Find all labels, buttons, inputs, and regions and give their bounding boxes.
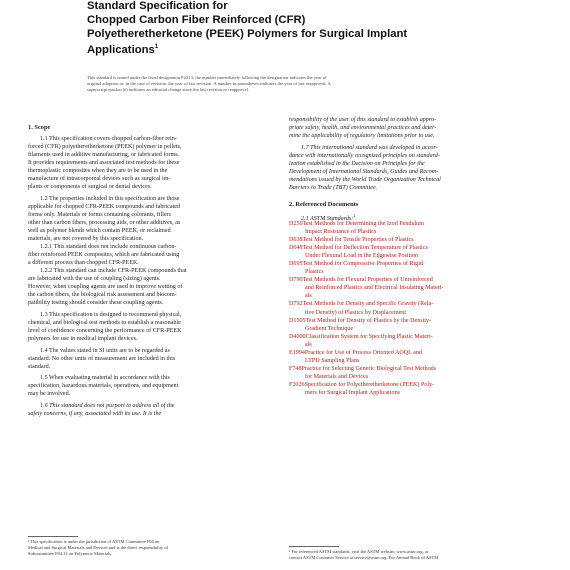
text-line: standard. xyxy=(28,363,51,370)
text-line: applicable for chopped CFR-PEEK compounds and fabricated xyxy=(28,203,180,210)
reference-item[interactable] xyxy=(289,276,544,284)
reference-title-link[interactable]: Test Method for Deflection Temperature of Plastics xyxy=(302,245,428,252)
reference-code-link[interactable]: D638 xyxy=(289,237,303,244)
footnote-1 xyxy=(28,539,284,556)
text-line: thermoplastic composites when they are to be used in the xyxy=(28,168,168,175)
reference-title-continuation[interactable]: Gradient Technique xyxy=(305,325,354,332)
text-line: fiber reinforced PEEK composites, which are fabricated using xyxy=(28,252,180,259)
text-line: the carbon fibers, the biological risk assessment and biocom- xyxy=(28,292,177,299)
footnote-2 xyxy=(289,549,544,561)
reference-item[interactable] xyxy=(289,365,544,373)
text-line: level of confidence concerning the performance of CFR-PEEK xyxy=(28,328,182,335)
text-line: However, when coupling agents are used to improve wetting of xyxy=(28,284,183,291)
section-heading-scope: 1. Scope xyxy=(28,124,51,131)
reference-title-link[interactable]: Test Method for Density of Plastics by the Density- xyxy=(305,317,432,324)
reference-item[interactable] xyxy=(289,317,544,325)
text-line: responsibility of the user of this standard to establish appro- xyxy=(289,117,437,123)
reference-title-link[interactable]: Specification for Polyetheretherketone (PEEK) Poly- xyxy=(304,381,435,388)
text-line: may be involved. xyxy=(28,391,71,398)
reference-title-continuation[interactable]: Plastics xyxy=(305,269,324,276)
reference-item[interactable] xyxy=(289,220,544,228)
section-heading-referenced-documents: 2. Referenced Documents xyxy=(289,200,359,208)
reference-title-link[interactable]: Test Method for Tensile Properties of Plastics xyxy=(302,237,414,244)
right-column xyxy=(289,116,544,397)
text-line: other than carbon fibers, processing aids, or other additives, as xyxy=(28,220,181,227)
reference-title-link[interactable]: Test Methods for Flexural Properties of Unreinforced xyxy=(302,277,433,284)
text-line: chemical, and biological test methods to establish a reasonable xyxy=(28,320,181,327)
note-line: original adoption or, in the case of revision, the year of last revision. A number in parentheses indicates the year of last reapproval. A xyxy=(87,81,331,86)
text-line: 1.3 This specification is designed to recommend physical, xyxy=(40,312,182,319)
text-line: forced (CFR) polyetheretherketone (PEEK) polymer in pellets, xyxy=(28,144,182,151)
title-line: Standard Specification for xyxy=(87,0,228,12)
reference-item[interactable] xyxy=(289,349,544,357)
text-line: mendations issued by the World Trade Organization Technical xyxy=(289,176,441,183)
reference-code-link[interactable]: F748 xyxy=(289,365,302,372)
text-line: materials, are not covered by this specification. xyxy=(28,236,144,243)
footnote-rule xyxy=(289,546,339,547)
designation-note xyxy=(87,75,487,93)
astm-standards-subheading xyxy=(289,212,544,220)
text-line: ization established in the Decision on Principles for the xyxy=(289,160,425,167)
reference-title-continuation[interactable]: LTPD Sampling Plans xyxy=(305,357,360,364)
reference-item[interactable] xyxy=(289,300,544,308)
footnote-rule xyxy=(28,536,78,537)
text-line: Development of International Standards, Guides and Recom- xyxy=(289,168,439,175)
text-line: manufacture of intracorporeal devices such as surgical im- xyxy=(28,176,171,183)
reference-title-link[interactable]: Practice for Selecting Generic Biological Test Methods xyxy=(301,365,437,372)
text-line: filaments used in additive manufacturing, or fabricated forms. xyxy=(28,152,180,159)
reference-code-link[interactable]: F2026 xyxy=(289,381,305,388)
text-line: Barriers to Trade (TBT) Committee. xyxy=(289,184,378,191)
text-line: forms only. Materials or forms containing colorants, fillers xyxy=(28,211,171,218)
text-line: safety concerns, if any, associated with its use. It is the xyxy=(28,411,162,418)
reference-title-continuation[interactable]: als xyxy=(305,293,312,300)
reference-title-continuation[interactable]: mers for Surgical Implant Applications xyxy=(305,390,401,396)
text-line: It provides requirements and associated test methods for these xyxy=(28,160,180,167)
text-line: polymers for use in medical implant devices. xyxy=(28,336,138,343)
reference-code-link[interactable]: D790 xyxy=(289,277,303,284)
text-line: 1.2 The properties included in this specification are those xyxy=(40,195,180,202)
left-column xyxy=(28,122,284,418)
reference-title-link[interactable]: Test Method for Compressive Properties of Rigid xyxy=(302,261,423,268)
paragraph-1-1 xyxy=(28,135,284,191)
text-line: plants or components of surgical or dental devices. xyxy=(28,184,152,191)
text-line: a different process than chopped CFR-PEEK. xyxy=(28,260,139,267)
title-line-text: Applications xyxy=(87,44,155,57)
text-line: standard. No other units of measurement are included in this xyxy=(28,355,176,362)
text-line: 1.2.1 This standard does not include continuous carbon- xyxy=(40,244,177,251)
text-line: specification, hazardous materials, operations, and equipment xyxy=(28,383,179,390)
reference-code-link[interactable]: D695 xyxy=(289,261,303,268)
document-title xyxy=(87,0,487,58)
reference-title-link[interactable]: Practice for Use of Process Oriented AOQL and xyxy=(304,349,422,356)
note-line: superscript epsilon (ε) indicates an editorial change since the last revision or reapproval. xyxy=(87,87,250,92)
paragraph-1-7 xyxy=(289,144,544,192)
reference-item[interactable] xyxy=(289,260,544,268)
reference-title-continuation[interactable]: Impact Resistance of Plastics xyxy=(305,229,377,236)
text-line: 1.4 The values stated in SI units are to be regarded as xyxy=(40,347,170,354)
astm-standards-label: 2.1 ASTM Standards: xyxy=(301,216,354,222)
reference-item[interactable] xyxy=(289,244,544,252)
reference-title-continuation[interactable]: als xyxy=(305,341,312,348)
text-line: 1.1 This specification covers chopped carbon-fiber rein- xyxy=(40,136,177,143)
footnote-line: Subcommittee F04.11 on Polymeric Materials. xyxy=(28,550,113,556)
text-line: mine the applicability of regulatory limitations prior to use. xyxy=(289,133,435,140)
paragraph-1-2-2 xyxy=(28,267,284,307)
reference-title-continuation[interactable]: Under Flexural Load in the Edgewise Position xyxy=(305,253,419,260)
paragraph-1-4 xyxy=(28,347,284,371)
note-line: This standard is issued under the fixed designation F2313; the number immediately following the designation indicates the year of xyxy=(87,75,327,80)
paragraph-1-2 xyxy=(28,195,284,243)
reference-title-continuation[interactable]: and Reinforced Plastics and Electrical Insulating Materi- xyxy=(305,285,444,292)
text-line: patibility testing should consider these coupling agents. xyxy=(28,300,164,307)
footnote-line: ² For referenced ASTM standards, visit the ASTM website, www.astm.org, or xyxy=(289,549,429,554)
footnote-line: ¹ This specification is under the jurisdiction of ASTM Committee F04 on xyxy=(28,539,160,544)
paragraph-1-2-1 xyxy=(28,243,284,267)
reference-code-link[interactable]: D1505 xyxy=(289,317,306,324)
text-line: dance with internationally recognized principles on standard- xyxy=(289,152,440,159)
reference-title-continuation[interactable]: for Materials and Devices xyxy=(305,373,369,380)
paragraph-1-6 xyxy=(28,402,284,418)
text-line: 1.7 This international standard was developed in accor- xyxy=(301,144,438,151)
paragraph-1-6-continued xyxy=(289,116,544,140)
footnote-line: Medical and Surgical Materials and Devices and is the direct responsibility of xyxy=(28,544,169,550)
paragraph-1-3 xyxy=(28,311,284,343)
title-line: Polyetheretherketone (PEEK) Polymers for Surgical Implant xyxy=(87,27,408,40)
reference-code-link[interactable]: D792 xyxy=(289,301,303,308)
title-footnote-mark: 1 xyxy=(154,44,159,51)
reference-title-link[interactable]: Test Methods for Determining the Izod Pendulum xyxy=(302,221,424,228)
paragraph-1-5 xyxy=(28,374,284,398)
reference-title-continuation[interactable]: tive Density) of Plastics by Displacement xyxy=(305,309,407,316)
reference-title-link[interactable]: Classification System for Specifying Plastic Materi- xyxy=(305,333,433,340)
text-line: priate safety, health, and environmental practices and deter- xyxy=(289,125,437,132)
reference-code-link[interactable]: D4000 xyxy=(289,333,306,340)
reference-code-link[interactable]: D256 xyxy=(289,221,303,228)
reference-item[interactable] xyxy=(289,333,544,341)
title-line: Chopped Carbon Fiber Reinforced (CFR) xyxy=(87,13,306,26)
footnote-mark: 2 xyxy=(353,212,356,218)
title-line xyxy=(87,41,487,58)
reference-list xyxy=(289,220,544,397)
text-line: 1.2.2 This standard can include CFR-PEEK compounds that xyxy=(40,268,187,275)
text-line: 1.5 When evaluating material in accordance with this xyxy=(40,375,170,382)
reference-item[interactable] xyxy=(289,236,544,244)
reference-code-link[interactable]: E1994 xyxy=(289,349,305,356)
text-line: 1.6 This standard does not purport to address all of the xyxy=(40,403,175,409)
reference-item[interactable] xyxy=(289,381,544,389)
text-line: well as polymer blends which contain PEEK, or reclaimed xyxy=(28,228,171,235)
text-line: are fabricated with the use of coupling (sizing) agents. xyxy=(28,276,161,283)
reference-title-link[interactable]: Test Methods for Density and Specific Gravity (Rela- xyxy=(302,301,434,308)
footnote-line: contact ASTM Customer Service at service@astm.org. For Annual Book of ASTM xyxy=(289,554,439,560)
reference-code-link[interactable]: D648 xyxy=(289,245,303,252)
